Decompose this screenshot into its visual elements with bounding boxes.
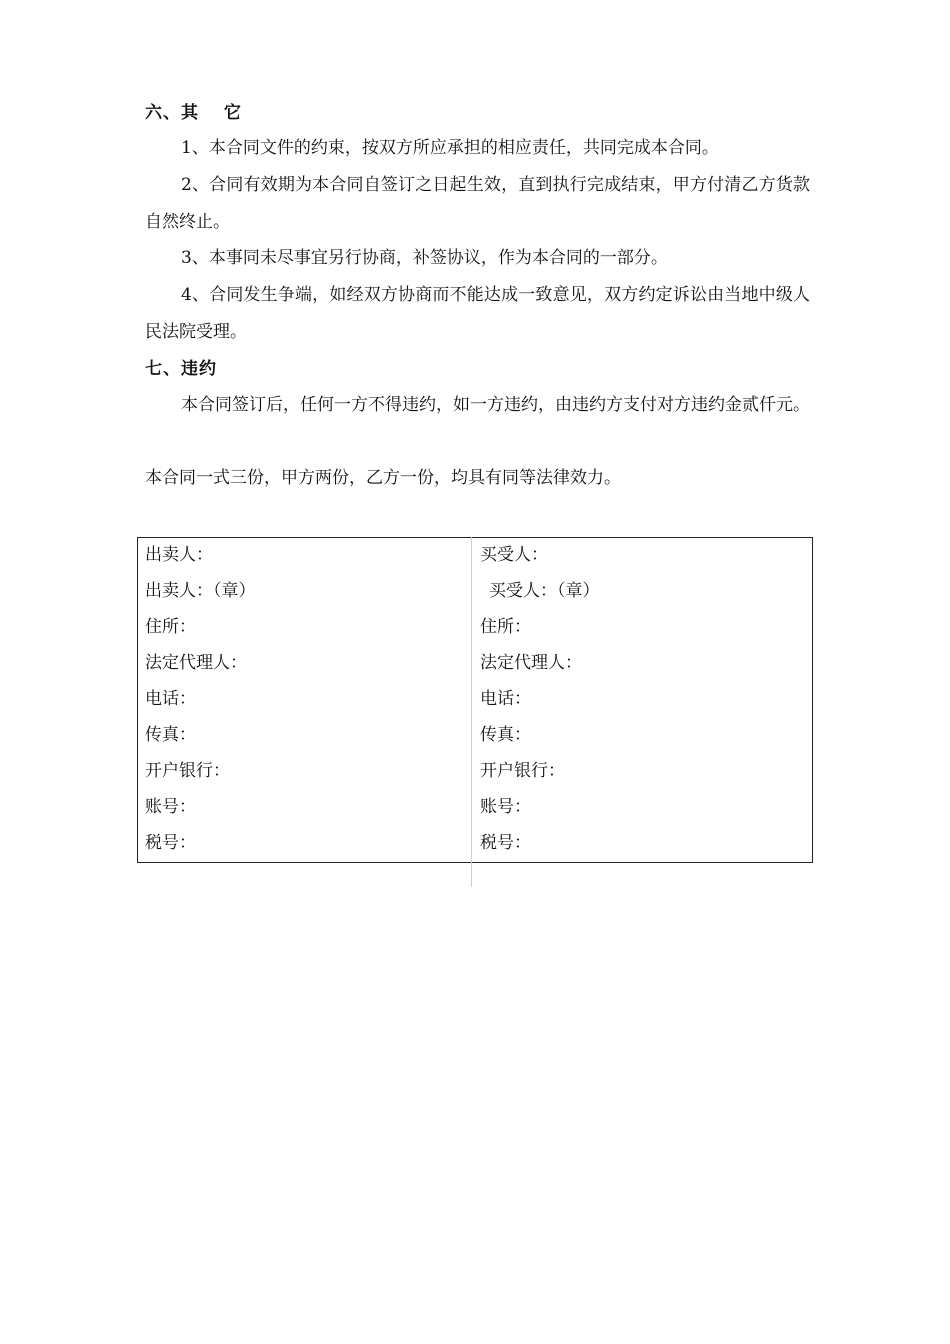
clause-3 (145, 240, 810, 277)
seller-account-field: 账号： (145, 797, 196, 817)
seller-address-field: 住所： (145, 617, 196, 637)
buyer-address-field: 住所： (480, 617, 531, 637)
seller-seal-field: 出卖人：（章） (145, 581, 256, 601)
buyer-seal-field: 买受人：（章） (489, 581, 600, 601)
seller-legal-agent-field: 法定代理人： (145, 653, 247, 673)
buyer-phone-field: 电话： (480, 689, 531, 709)
clause-3-text: 3、本事同未尽事宜另行协商，补签协议，作为本合同的一部分。 (181, 248, 668, 268)
breach-clause-text: 本合同签订后，任何一方不得违约，如一方违约，由违约方支付对方违约金贰仟元。 (181, 395, 810, 415)
buyer-tax-id-field: 税号： (480, 833, 531, 853)
buyer-signature-column (480, 537, 810, 861)
section-heading-breach: 七、违约 (145, 359, 217, 379)
copies-clause-text: 本合同一式三份，甲方两份，乙方一份，均具有同等法律效力。 (145, 468, 621, 488)
buyer-fax-field: 传真： (480, 725, 531, 745)
seller-tax-id-field: 税号： (145, 833, 196, 853)
seller-signature-column (145, 537, 475, 861)
seller-fax-field: 传真： (145, 725, 196, 745)
breach-clause (145, 387, 810, 424)
clause-1-text: 1、本合同文件的约束，按双方所应承担的相应责任，共同完成本合同。 (181, 138, 719, 158)
clause-4 (145, 277, 810, 350)
clause-2 (145, 167, 810, 240)
buyer-legal-agent-field: 法定代理人： (480, 653, 582, 673)
buyer-bank-field: 开户银行： (480, 761, 565, 781)
buyer-account-field: 账号： (480, 797, 531, 817)
clause-4-text: 4、合同发生争端，如经双方协商而不能达成一致意见，双方约定诉讼由当地中级人民法院受理。 (145, 285, 810, 342)
copies-clause (145, 460, 810, 497)
clause-1 (145, 130, 810, 167)
buyer-name-field: 买受人： (480, 545, 548, 565)
clause-2-text: 2、合同有效期为本合同自签订之日起生效，直到执行完成结束，甲方付清乙方货款自然终止。 (145, 175, 810, 232)
seller-bank-field: 开户银行： (145, 761, 230, 781)
seller-phone-field: 电话： (145, 689, 196, 709)
section-heading-other: 六、其 它 (145, 103, 242, 123)
seller-name-field: 出卖人： (145, 545, 213, 565)
